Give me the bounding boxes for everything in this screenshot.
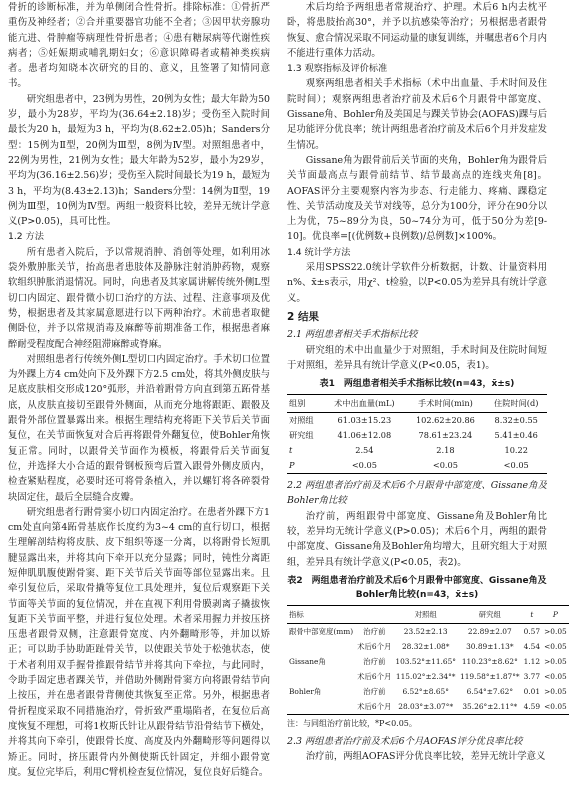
section-heading-2-1: 2.1 两组患者相关手术指标比较 (287, 329, 418, 341)
table-cell: 3.77 (523, 671, 541, 681)
section-heading-1-3: 1.3 观察指标及评价标准 (287, 63, 388, 75)
table-row (287, 639, 569, 654)
table-cell: <0.05 (405, 458, 485, 474)
table-row (287, 699, 569, 715)
table-cell: 22.89±2.07 (467, 626, 512, 636)
section-heading-1-2: 1.2 方法 (8, 231, 44, 243)
table-cell: >0.05 (544, 626, 567, 636)
table-cell: 治疗前 (363, 686, 386, 696)
table-1-header: 术中出血量(mL) (323, 395, 405, 413)
table-cell: <0.05 (323, 458, 405, 474)
table-2-header: 对照组 (393, 605, 458, 623)
table-cell: >0.05 (544, 656, 567, 666)
table-row (287, 623, 569, 639)
table-2-note: 注：与同组治疗前比较，*P<0.05。 (287, 718, 417, 728)
table-2-header: 指标 (287, 605, 355, 623)
table-cell: 1.12 (523, 656, 541, 666)
table-1-caption: 表1 两组患者相关手术指标比较(n=43，x̄±s) (319, 379, 515, 390)
table-cell: 10.22 (504, 445, 528, 456)
table-row (287, 654, 569, 669)
table-cell: 2.54 (355, 445, 374, 456)
table-cell: 术后6个月 (355, 699, 393, 715)
table-row (287, 413, 547, 429)
paragraph-result-2: 治疗前，两组跟骨中部宽度、Gissane角及Bohler角比较，差异均无统计学意义(P>0.05)；术后6个月，两组的跟骨中部宽度、Gissane角及Bohler角均增大，且研究组大于对照组，差异具有统计学意义(P<0.05，表2)。 (287, 510, 547, 568)
paragraph-result-3: 治疗前，两组AOFAS评分优良率比较，差异无统计学意义 (305, 751, 546, 763)
table-cell: <0.05 (542, 699, 569, 715)
section-heading-2-3: 2.3 两组患者治疗前及术后6个月AOFAS评分优良率比较 (287, 735, 523, 747)
table-1-header: 手术时间(min) (405, 395, 485, 413)
table-cell: 115.02°±2.34°* (395, 671, 456, 681)
table-cell: 102.62±20.86 (415, 415, 475, 426)
table-row (287, 428, 547, 443)
paragraph-indicators: 观察两组患者相关手术指标（术中出血量、手术时间及住院时间）；观察两组患者治疗前及术后6个月跟骨中部宽度、Gissane角、Bohler角及美国足与踝关节协会(AOFAS)踝与后足功能评分优良率；统计两组患者治疗前及术后6个月并发症发生情况。 (287, 78, 547, 151)
right-column (287, 0, 567, 765)
table-cell: 跟骨中部宽度(mm) (289, 626, 354, 636)
table-cell: 治疗前 (363, 656, 386, 666)
table-cell: Gissane角 (289, 656, 326, 666)
table-cell: 治疗前 (363, 626, 386, 636)
table-cell: 41.06±12.08 (337, 430, 392, 441)
paragraph-angles-aofas: Gissane角为跟骨前后关节面的夹角，Bohler角为跟骨后关节面最高点与跟骨前结节、结节最高点的连线夹角[8]。AOFAS评分主要观察内容为步态、行走能力、疼痛、踝稳定性、关节活动度及关节对线等，总分为100分，评分在90分以上为优，75~89分为良，50~74分为可，低于50分为差[9-10]。优良率=[(优例数+良例数)/总例数]×100%。 (287, 154, 547, 243)
table-cell: 28.03°±3.07°* (393, 699, 458, 715)
table-cell: 2.18 (436, 445, 455, 456)
table-row (287, 458, 547, 474)
table-cell: 0.01 (523, 686, 541, 696)
table-1-header: 组别 (287, 395, 323, 413)
table-cell: 5.41±0.46 (494, 430, 538, 441)
table-2-header (355, 605, 393, 623)
table-cell: Bohler角 (289, 686, 322, 696)
table-2-caption: 表2 两组患者治疗前及术后6个月跟骨中部宽度、Gissane角及Bohler角比较(n=43，x̄±s) (287, 575, 547, 600)
paragraph-study-group: 研究组患者行跗骨窦小切口内固定治疗。在患者外踝下方1 cm处直向第4跖骨基底作长度约为3~4 cm的直行切口，根据生理解剖结构将皮肤、皮下组织等逐一分离，以将跗骨长短肌腱显露出来，并将其向下牵开以充分显露；同时，钝性分离距短伸肌肌腹使跗骨窦、距下关节后关节面等部位显露出来。且牵引复位后，采取骨撬等复位工具处理并，复位后观察距下关节面等关节面的复位情况，并在直视下利用骨膜剥离子撬拔恢复距下关节面平整，并进行复位处理。术者采用握力并按压挤压患者跟骨双侧，注意跟骨宽度、内外翻畸形等，并加以矫正；可以助手协助距趾骨关节，以使跟关节处于松弛状态，使于术者利用双手握骨推跟骨结节并将其向下牵拉，与此同时，令助手固定患者踝关节，并借助外侧跗骨窦方向将跟骨结节向上按压，并在患者跟骨背侧使其恢复至正常。另外，根据患者骨折程度采取不同措施治疗，骨折致严重塌陷者，在复位后高度恢复不理想，可将1枚斯氏针让从跟骨结节沿骨结节下横处，并将其向下牵引，使跟骨长度、高度及内外翻畸形等问题得以矫正。同时，挤压跟骨内外侧使斯氏针固定，并细小跟骨宽度。复位完毕后，利用C臂机检查复位情况，复位良好后缝合。 (8, 506, 270, 778)
table-cell: 30.89±1.13* (466, 641, 514, 651)
table-cell: 0.57 (523, 626, 541, 636)
table-cell: 78.61±23.24 (418, 430, 473, 441)
table-cell: 术后6个月 (357, 641, 392, 651)
table-cell: 103.52°±11.65° (395, 656, 457, 666)
table-cell: <0.05 (544, 671, 567, 681)
table-cell: t (289, 445, 293, 456)
table-cell (287, 669, 355, 684)
table-2-header: 研究组 (458, 605, 522, 623)
paragraph-general-data: 研究组患者中，23例为男性，20例为女性；最大年龄为50岁，最小为28岁，平均为(36.64±2.18)岁；受伤至入院时间最长为20 h，最短为3 h，平均为(8.62±2.05)h；Sanders分型：15例为Ⅱ型，20例为Ⅲ型，8例为Ⅳ型。对照组患者中，22例为男性，21例为女性；最大年龄为52岁，最小为29岁，平均为(36.16±2.56)岁；受伤至入院时间最长为19 h，最短为3 h，平均为(8.43±2.13)h；Sanders分型：14例为Ⅱ型，19例为Ⅲ型，10例为Ⅳ型。两组一般资料比较，差异无统计学意义(P>0.05)，具可比性。 (8, 93, 270, 228)
paragraph-methods: 所有患者入院后，予以常规消肿、消创等处理，如利用冰袋外敷肿胀关节，抬高患者患肢体及静脉注射消肿药物，观察软组织肿胀消退情况。同时，向患者及其家属讲解传统外侧L型切口内固定、跟骨微小切口治疗的方法、过程、注意事项及优势，根据患者及其家属意愿进行以下两种治疗。术前患者取健侧卧位，并予以常规消毒及麻醉等前期准备工作，根据患者麻醉耐受程度配合神经阻滞麻醉或脊麻。 (8, 246, 270, 350)
paragraph-control-group: 对照组患者行传统外侧L型切口内固定治疗。手术切口位置为外踝上方4 cm处向下及外踝下方2.5 cm处，将其外侧皮肤与足底皮肤相交形成120°弧形，并沿着跗骨方向直到第五跖骨基底，从皮肤直接切至跟骨外侧面，从而充分地将跟距、跟骰及跟骨外部位置暴露出来。根据生理结构充将距下关节后关节面复位，在关节面恢复对合后再将跟骨外翻复位，使Bohler角恢复正常。同时，以跟骨关节面作为模板，将跟骨后关节面复位，并选择大小合适的跟骨钢板预弯后置入跟骨外侧皮质内，检查紧贴程度，必要时还可将骨条植入，并以螺钉将各碎裂骨块固定住，最后全层缝合皮瓣。 (8, 353, 270, 503)
table-2-header: t (522, 605, 542, 623)
section-heading-2-2: 2.2 两组患者治疗前及术后6个月跟骨中部宽度、Gissane角及Bohler角比较 (287, 480, 547, 507)
table-cell: 6.54°±7.62° (466, 686, 514, 696)
table-cell: 23.52±2.13 (403, 626, 448, 636)
section-heading-1-4: 1.4 统计学方法 (287, 246, 351, 258)
table-1-header: 住院时间(d) (485, 395, 547, 413)
table-cell: 35.26°±2.11°* (458, 699, 522, 715)
paragraph-postop: 术后均给予两组患者常规治疗、护理。术后6 h内去枕平卧，将患肢抬高30°，并予以抗感染等治疗；另根据患者跟骨恢复、愈合情况采取不同运动量的康复训练，并嘱患者6个月内不能进行重体力活动。 (287, 2, 547, 59)
table-cell: 6.52°±8.65° (402, 686, 449, 696)
table-row (287, 684, 569, 699)
table-cell (287, 639, 355, 654)
table-cell: 研究组 (289, 430, 314, 441)
table-row (287, 443, 547, 458)
table-row (287, 669, 569, 684)
section-heading-2: 2 结果 (287, 310, 319, 323)
table-cell: 28.32±1.08* (401, 641, 450, 651)
table-cell: 61.03±15.23 (337, 415, 392, 426)
table-cell: 4.54 (523, 641, 541, 651)
paragraph-criteria: 骨折的诊断标准，并为单侧闭合性骨折。排除标准：①骨折严重伤及神经者；②合并重要器官功能不全者；③因甲状旁腺功能亢进、骨肿瘤等病理性骨折患者；④患有糖尿病等代谢性疾病者；⑤妊娠期或哺乳期妇女；⑥意识障碍者或精神类疾病者。患者均知晓本次研究的目的、意义，且签署了知情同意书。 (8, 2, 270, 90)
table-cell: 110.23°±8.62° (461, 656, 518, 666)
table-cell: 术后6个月 (357, 671, 392, 681)
paragraph-statistics: 采用SPSS22.0统计学软件分析数据，计数、计量资料用n%、x̄±s表示，用χ²、t检验，以P<0.05为差异具有统计学意义。 (287, 262, 547, 304)
table-cell: 对照组 (289, 415, 314, 426)
table-cell: P (287, 458, 323, 474)
table-cell: <0.05 (485, 458, 547, 474)
table-cell (287, 699, 355, 715)
table-cell: 4.59 (522, 699, 542, 715)
paragraph-result-1: 研究组的术中出血量少于对照组，手术时间及住院时间短于对照组，差异具有统计学意义(P<0.05，表1)。 (287, 344, 547, 371)
table-cell: 119.58°±1.87°* (460, 671, 520, 681)
table-2-header: P (542, 605, 569, 623)
table-cell: >0.05 (544, 686, 567, 696)
table-1 (287, 394, 547, 474)
table-2 (287, 605, 569, 715)
table-cell: 8.32±0.55 (494, 415, 538, 426)
left-column (8, 0, 270, 780)
table-cell: <0.05 (544, 641, 567, 651)
